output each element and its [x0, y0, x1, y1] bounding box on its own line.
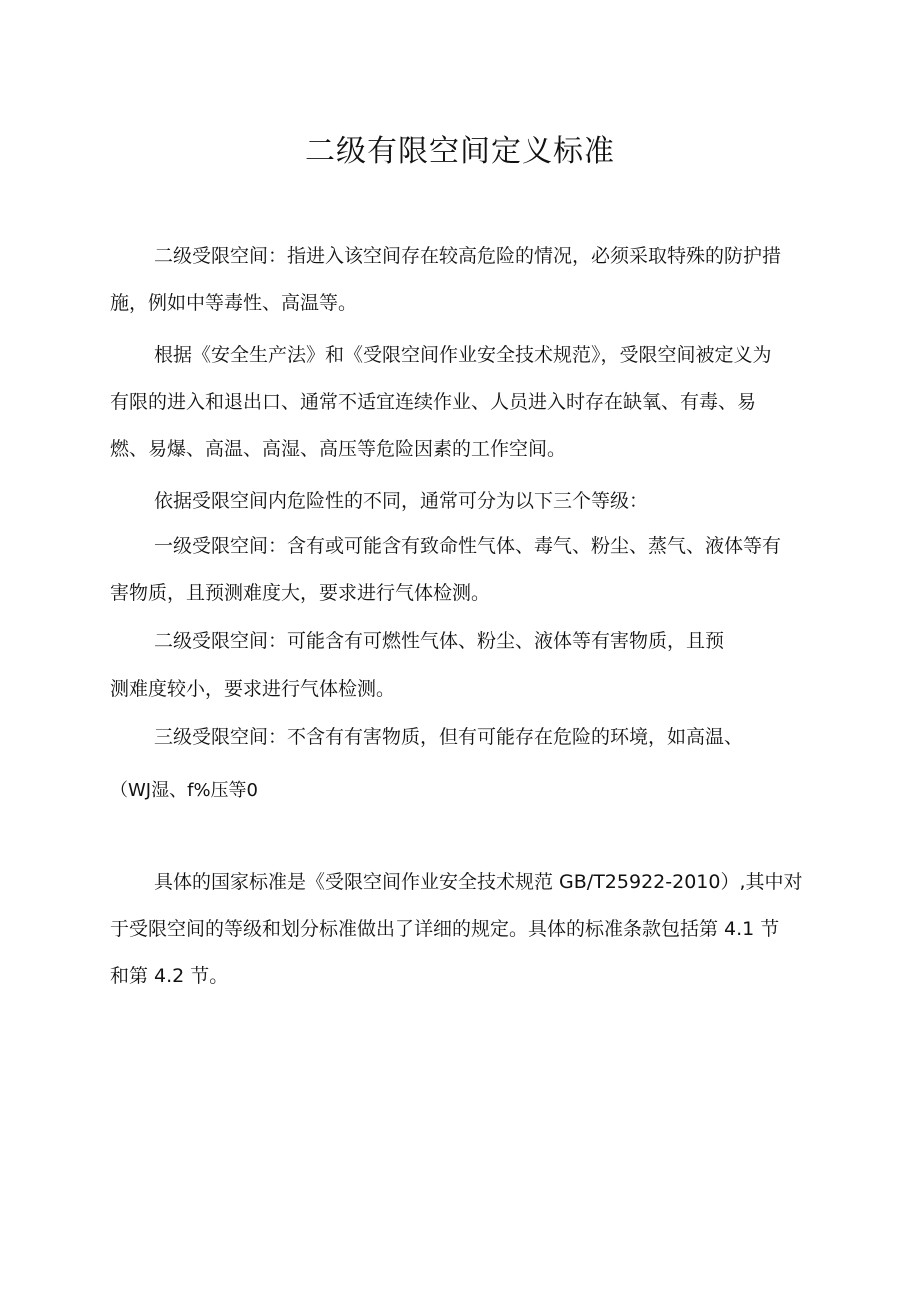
- paragraph-line: 根据《安全生产法》和《受限空间作业安全技术规范》，受限空间被定义为: [154, 344, 772, 366]
- paragraph-line: 二级受限空间：指进入该空间存在较高危险的情况，必须采取特殊的防护措: [154, 245, 782, 267]
- paragraph-line: 依据受限空间内危险性的不同，通常可分为以下三个等级：: [154, 490, 649, 512]
- paragraph-level2-definition: [110, 233, 820, 327]
- paragraph-line: （WJ湿、f%压等0: [110, 780, 258, 801]
- paragraph-line: 二级受限空间：可能含有可燃性气体、粉尘、液体等有害物质，且预: [154, 630, 725, 652]
- paragraph-line: 和第 4.2 节。: [110, 965, 229, 987]
- paragraph-national-standard: [110, 859, 820, 1000]
- paragraph-line: 有限的进入和退出口、通常不适宜连续作业、人员进入时存在缺氧、有毒、易: [110, 391, 757, 413]
- paragraph-line: 测难度较小，要求进行气体检测。: [110, 678, 396, 700]
- paragraph-line: 燃、易爆、高温、高湿、高压等危险因素的工作空间。: [110, 438, 567, 460]
- paragraph-law-definition: [110, 332, 820, 473]
- paragraph-level3: [110, 714, 820, 761]
- paragraph-level1: [110, 523, 820, 617]
- paragraph-level2: [110, 617, 820, 713]
- paragraph-line: 于受限空间的等级和划分标准做出了详细的规定。具体的标准条款包括第 4.1 节: [110, 918, 780, 940]
- paragraph-classification-intro: [110, 478, 820, 525]
- paragraph-line: 施，例如中等毒性、高温等。: [110, 292, 358, 314]
- paragraph-line: 三级受限空间：不含有有害物质，但有可能存在危险的环境，如高温、: [154, 726, 744, 748]
- page-title: 二级有限空间定义标准: [305, 134, 615, 169]
- paragraph-level3-garbled: [110, 771, 820, 811]
- paragraph-line: 害物质，且预测难度大，要求进行气体检测。: [110, 582, 491, 604]
- paragraph-line: 一级受限空间：含有或可能含有致命性气体、毒气、粉尘、蒸气、液体等有: [154, 535, 782, 557]
- paragraph-line: 具体的国家标准是《受限空间作业安全技术规范 GB/T25922-2010）,其中对: [154, 871, 803, 893]
